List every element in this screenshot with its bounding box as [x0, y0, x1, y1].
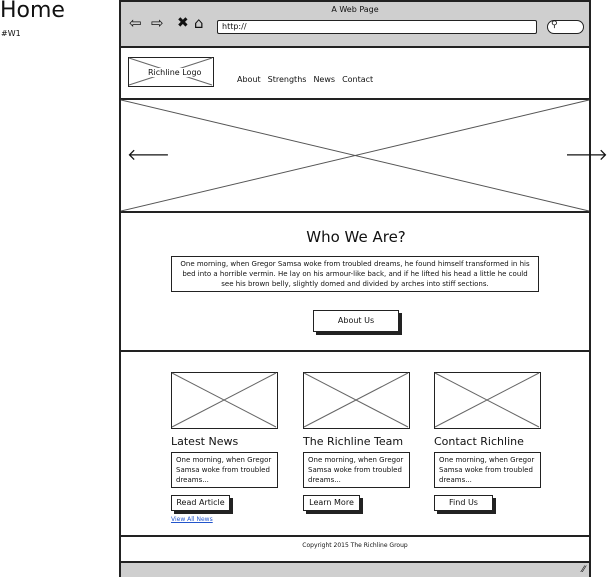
back-arrow-icon[interactable]: ⇦	[129, 14, 142, 32]
resize-grip-icon[interactable]: ⁄⁄	[581, 565, 585, 575]
home-icon[interactable]: ⌂	[194, 14, 204, 32]
card-text: One morning, when Gregor Samsa woke from troubled dreams...	[171, 452, 278, 488]
carousel-next-icon[interactable]: 🡒	[565, 145, 608, 164]
view-all-news-link[interactable]: View All News	[171, 516, 213, 523]
browser-statusbar	[121, 563, 589, 577]
learn-more-button[interactable]: Learn More	[303, 495, 360, 511]
footer	[121, 535, 589, 563]
about-us-button[interactable]: About Us	[313, 310, 399, 332]
nav-item-strengths[interactable]: Strengths	[267, 75, 307, 84]
address-bar[interactable]	[217, 20, 537, 34]
hero-carousel	[121, 98, 608, 213]
card-title: Latest News	[171, 435, 239, 448]
card-title: Contact Richline	[434, 435, 524, 448]
browser-titlebar	[121, 2, 589, 48]
card-image-placeholder	[303, 372, 410, 429]
carousel-prev-icon[interactable]: 🡐	[127, 145, 170, 164]
card-image-placeholder	[171, 372, 278, 429]
logo-placeholder[interactable]	[128, 57, 214, 87]
card-text: One morning, when Gregor Samsa woke from troubled dreams...	[303, 452, 410, 488]
address-bar-url: http://	[222, 22, 247, 31]
about-text: One morning, when Gregor Samsa woke from troubled dreams, he found himself transformed in his bed into a horrible vermin. He lay on his armour-like back, and if he lifted his head a little he could see his brown belly, slightly domed and divided by arches into stiff sections.	[171, 256, 539, 292]
find-us-button[interactable]: Find Us	[434, 495, 493, 511]
nav-item-news[interactable]: News	[313, 75, 336, 84]
forward-arrow-icon[interactable]: ⇨	[151, 14, 164, 32]
window-title: A Web Page	[331, 5, 379, 14]
nav-item-contact[interactable]: Contact	[342, 75, 374, 84]
about-title: Who We Are?	[306, 228, 406, 246]
browser-search-box[interactable]	[547, 20, 584, 34]
hero-image-placeholder	[121, 100, 589, 211]
card-title: The Richline Team	[303, 435, 404, 448]
page-code: #W1	[1, 29, 21, 38]
browser-window	[119, 0, 608, 577]
read-article-button[interactable]: Read Article	[171, 495, 230, 511]
card-text: One morning, when Gregor Samsa woke from troubled dreams...	[434, 452, 541, 488]
page-heading: Home	[0, 0, 65, 23]
nav-item-about[interactable]: About	[237, 75, 261, 84]
logo-label: Richline Logo	[148, 68, 202, 77]
card-richline-team	[303, 372, 410, 511]
footer-copyright: Copyright 2015 The Richline Group	[302, 542, 408, 549]
main-nav	[237, 75, 373, 84]
card-contact-richline	[434, 372, 541, 511]
stop-icon[interactable]: ✖	[177, 15, 189, 31]
card-latest-news	[171, 372, 278, 511]
section-divider	[121, 350, 589, 352]
card-image-placeholder	[434, 372, 541, 429]
search-icon: ⚲	[551, 20, 558, 30]
